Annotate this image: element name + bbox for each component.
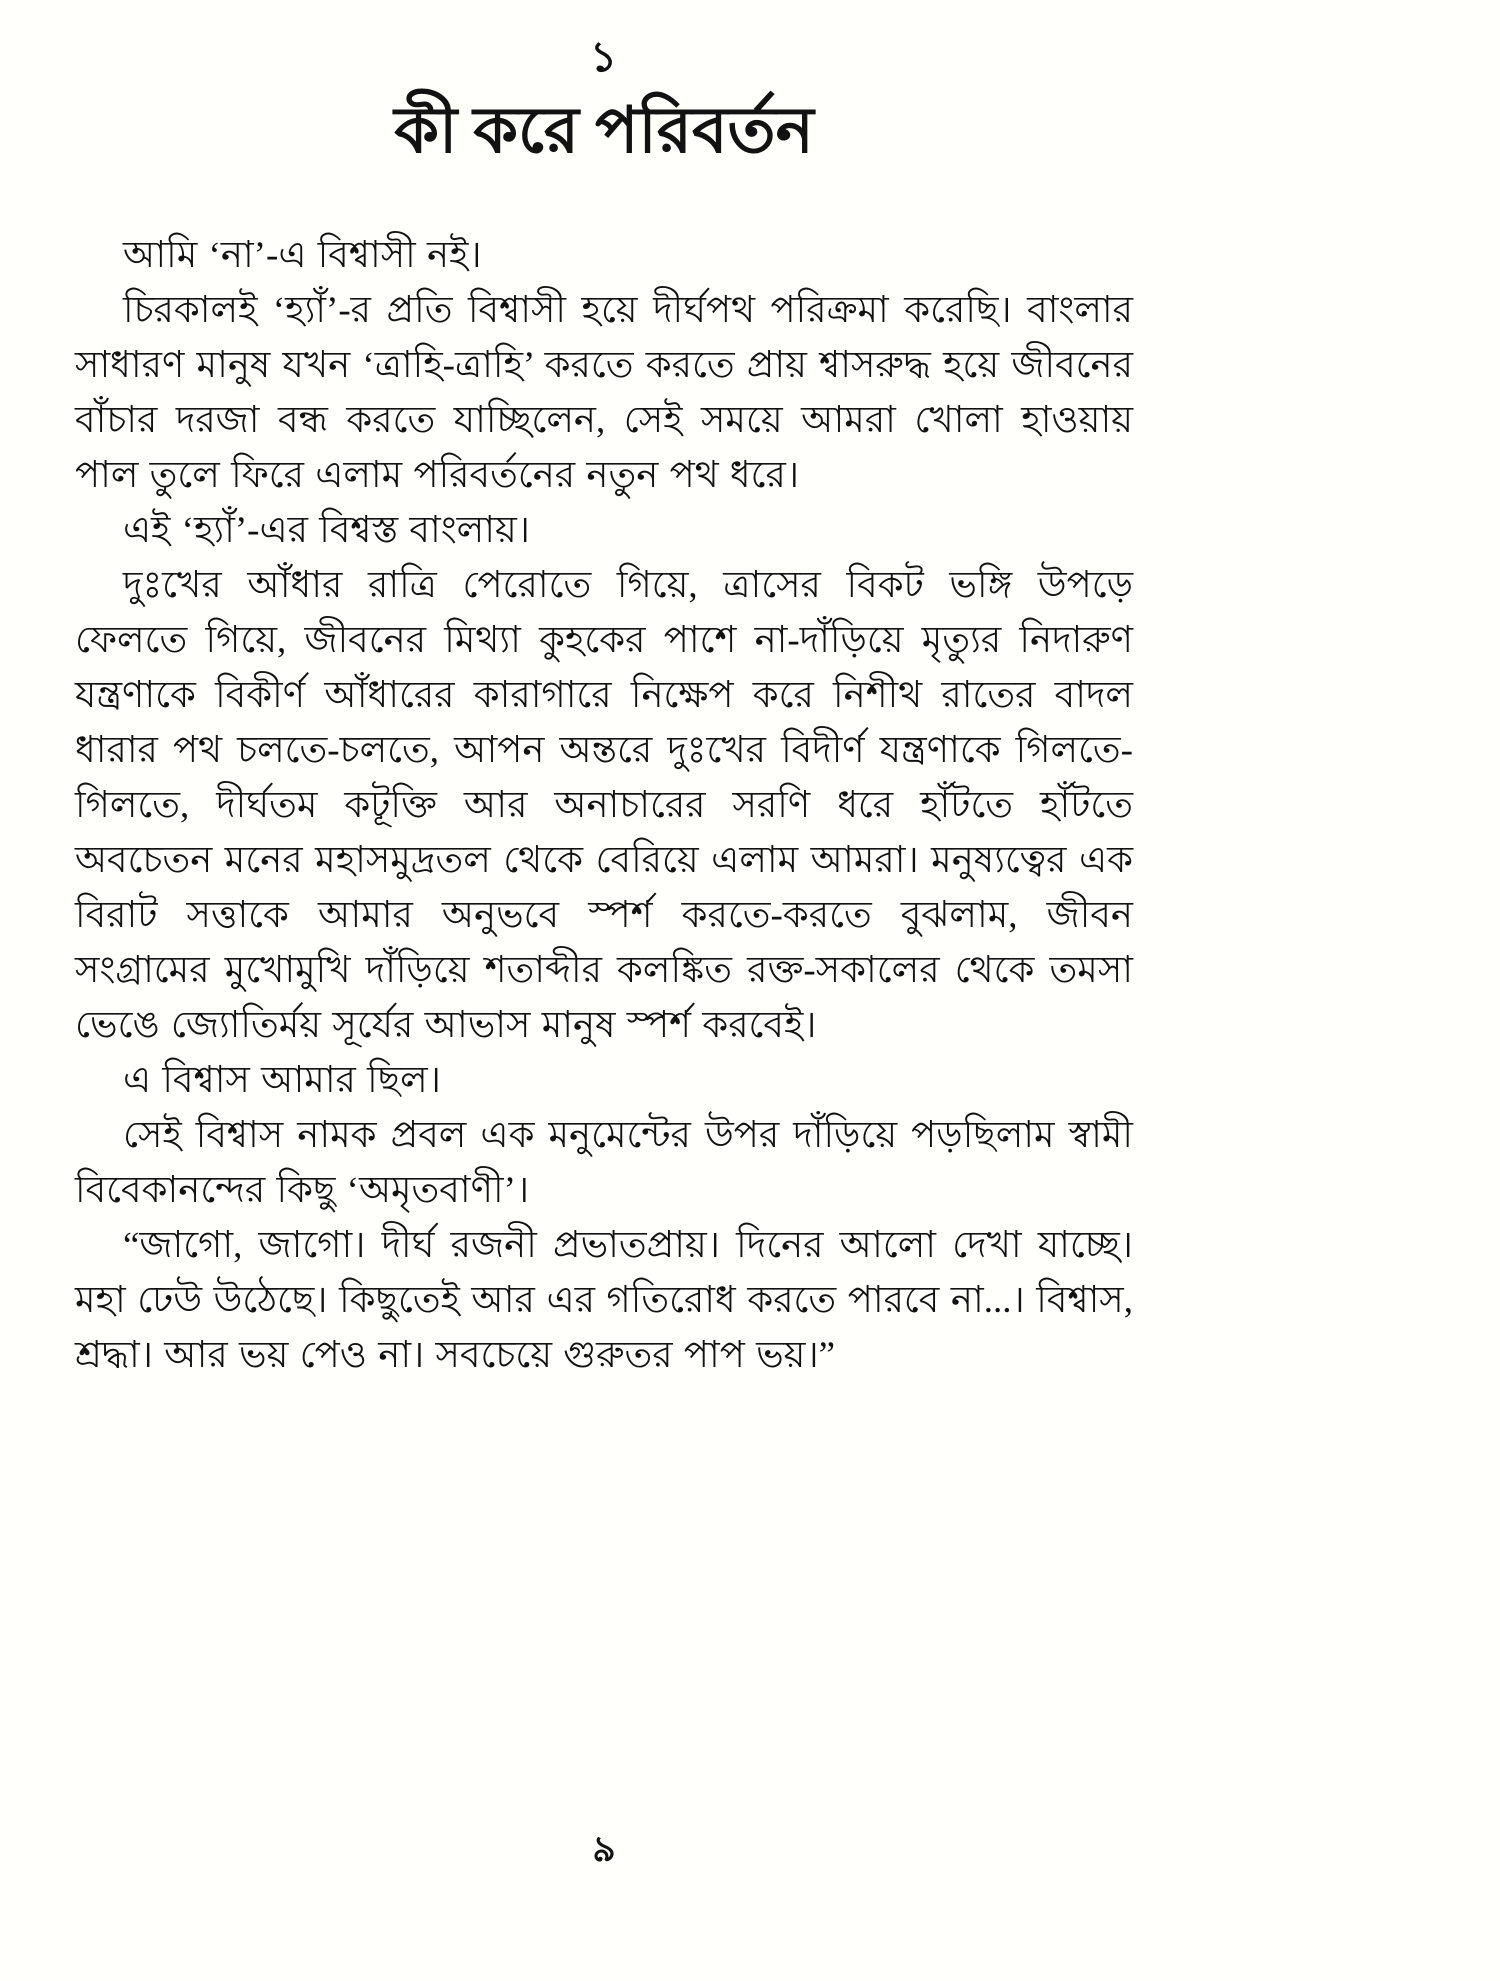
chapter-title: কী করে পরিবর্তন [394,95,814,166]
paragraph: আমি ‘না’-এ বিশ্বাসী নই। [123,235,482,276]
chapter-number: ১ [589,35,619,81]
paragraph: এ বিশ্বাস আমার ছিল। [123,1060,441,1101]
body-text [75,228,1133,1383]
page-number: ৯ [592,1829,616,1869]
paragraph: এই ‘হ্যাঁ’-এর বিশ্বস্ত বাংলায়। [123,510,530,551]
paragraph: সেই বিশ্বাস নামক প্রবল এক মনুমেন্টের উপর দাঁড়িয়ে পড়ছিলাম স্বামী বিবেকানন্দের কিছু ‘অমৃতবাণী’। [75,1115,1133,1211]
paragraph: দুঃখের আঁধার রাত্রি পেরোতে গিয়ে, ত্রাসের বিকট ভঙ্গি উপড়ে ফেলতে গিয়ে, জীবনের মিথ্যা কুহকের পাশে না-দাঁড়িয়ে মৃত্যুর নিদারুণ যন্ত্রণাকে বিকীর্ণ আঁধারের কারাগারে নিক্ষেপ করে নিশীথ রাতের বাদল ধারার পথ চলতে-চলতে, আপন অন্তরে দুঃখের বিদীর্ণ যন্ত্রণাকে গিলতে-গিলতে, দীর্ঘতম কটূক্তি আর অনাচারের সরণি ধরে হাঁটতে হাঁটতে অবচেতন মনের মহাসমুদ্রতল থেকে বেরিয়ে এলাম আমরা। মনুষ্যত্বের এক বিরাট সত্তাকে আমার অনুভবে স্পর্শ করতে-করতে বুঝলাম, জীবন সংগ্রামের মুখোমুখি দাঁড়িয়ে শতাব্দীর কলঙ্কিত রক্ত-সকালের থেকে তমসা ভেঙে জ্যোতির্ময় সূর্যের আভাস মানুষ স্পর্শ করবেই। [75,565,1133,1046]
page-content [75,28,1133,1383]
paragraph: চিরকালই ‘হ্যাঁ’-র প্রতি বিশ্বাসী হয়ে দীর্ঘপথ পরিক্রমা করেছি। বাংলার সাধারণ মানুষ যখন ‘ত্রাহি-ত্রাহি’ করতে করতে প্রায় শ্বাসরুদ্ধ হয়ে জীবনের বাঁচার দরজা বন্ধ করতে যাচ্ছিলেন, সেই সময়ে আমরা খোলা হাওয়ায় পাল তুলে ফিরে এলাম পরিবর্তনের নতুন পথ ধরে। [75,290,1133,496]
paragraph: “জাগো, জাগো। দীর্ঘ রজনী প্রভাতপ্রায়। দিনের আলো দেখা যাচ্ছে। মহা ঢেউ উঠেছে। কিছুতেই আর এর গতিরোধ করতে পারবে না...। বিশ্বাস, শ্রদ্ধা। আর ভয় পেও না। সবচেয়ে গুরুতর পাপ ভয়।” [75,1225,1133,1376]
